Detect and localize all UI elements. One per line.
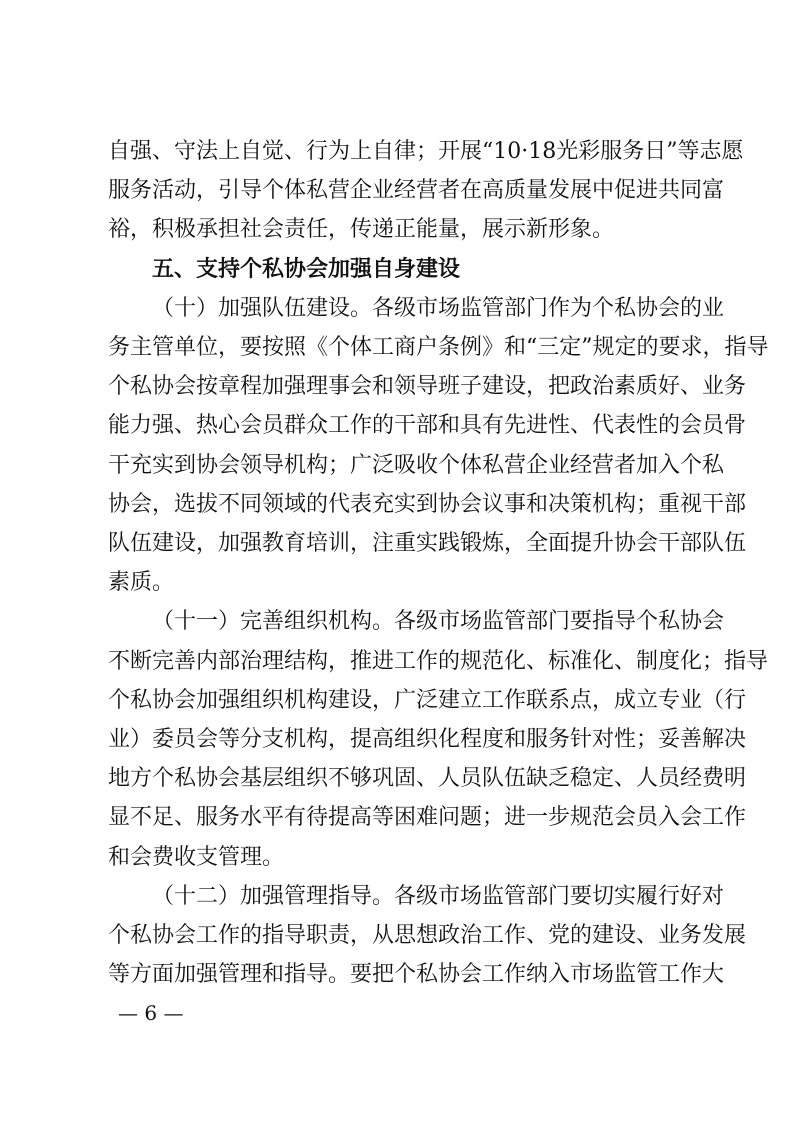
body-text-line: 干充实到协会领导机构；广泛吸收个体私营企业经营者加入个私 bbox=[108, 452, 725, 478]
body-text-line: （十一）完善组织机构。各级市场监管部门要指导个私协会 bbox=[152, 609, 725, 635]
page-number: — 6 — bbox=[118, 1001, 184, 1026]
body-text-line: 素质。 bbox=[108, 570, 175, 596]
body-text-line: 服务活动，引导个体私营企业经营者在高质量发展中促进共同富 bbox=[108, 178, 725, 204]
body-text-line: 和会费收支管理。 bbox=[108, 844, 285, 870]
body-text-line: 务主管单位，要按照《个体工商户条例》和“三定”规定的要求，指导 bbox=[108, 335, 769, 360]
body-text-line: 协会，选拔不同领域的代表充实到协会议事和决策机构；重视干部 bbox=[108, 491, 747, 517]
body-text-line: 个私协会工作的指导职责，从思想政治工作、党的建设、业务发展 bbox=[108, 923, 747, 948]
section-heading: 五、支持个私协会加强自身建设 bbox=[152, 256, 461, 282]
body-text-line: 不断完善内部治理结构，推进工作的规范化、标准化、制度化；指导 bbox=[108, 648, 769, 674]
body-text-line: 个私协会按章程加强理事会和领导班子建设，把政治素质好、业务 bbox=[108, 374, 747, 400]
body-text-line: 显不足、服务水平有待提高等困难问题；进一步规范会员入会工作 bbox=[108, 805, 747, 831]
body-text-line: 自强、守法上自觉、行为上自律；开展“10·18光彩服务日”等志愿 bbox=[108, 139, 744, 164]
body-text-line: （十二）加强管理指导。各级市场监管部门要切实履行好对 bbox=[152, 883, 725, 909]
body-text-line: 裕，积极承担社会责任，传递正能量，展示新形象。 bbox=[108, 217, 615, 243]
body-text-line: 等方面加强管理和指导。要把个私协会工作纳入市场监管工作大 bbox=[108, 962, 725, 988]
body-text-line: 个私协会加强组织机构建设，广泛建立工作联系点，成立专业（行 bbox=[108, 687, 747, 713]
body-text-line: 业）委员会等分支机构，提高组织化程度和服务针对性；妥善解决 bbox=[108, 727, 747, 752]
body-text-line: 地方个私协会基层组织不够巩固、人员队伍缺乏稳定、人员经费明 bbox=[108, 766, 747, 792]
body-text-line: 能力强、热心会员群众工作的干部和具有先进性、代表性的会员骨 bbox=[108, 413, 747, 439]
body-text-line: （十）加强队伍建设。各级市场监管部门作为个私协会的业 bbox=[152, 295, 725, 321]
body-text-line: 队伍建设，加强教育培训，注重实践锻炼，全面提升协会干部队伍 bbox=[108, 531, 747, 556]
